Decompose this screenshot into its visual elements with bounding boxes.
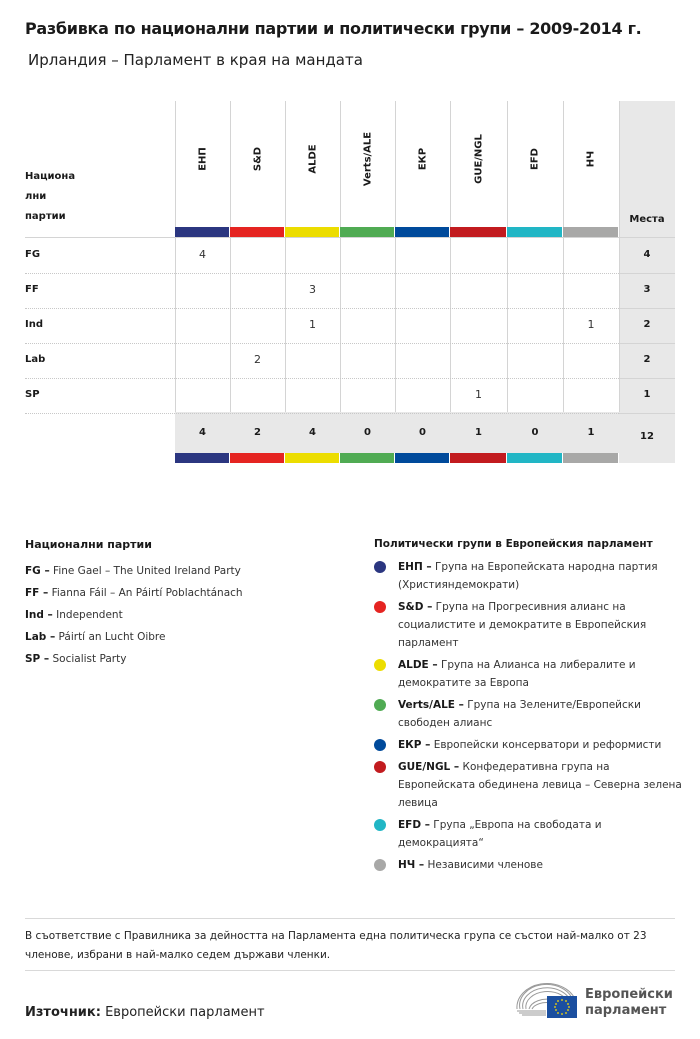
national-party-item bbox=[25, 626, 243, 648]
divider bbox=[25, 918, 675, 919]
group-color-bar bbox=[175, 453, 229, 463]
table-cell: 2 bbox=[254, 353, 261, 366]
group-color-bar bbox=[285, 227, 339, 237]
political-groups-title: Политически групи в Европейския парламент bbox=[374, 538, 653, 550]
national-parties-title: Национални партии bbox=[25, 538, 152, 551]
row-seats-total: 4 bbox=[643, 249, 651, 260]
row-divider bbox=[25, 378, 619, 379]
source-label: Източник: bbox=[25, 1005, 101, 1020]
national-party-item bbox=[25, 604, 243, 626]
row-party-label: FF bbox=[25, 284, 39, 295]
national-party-item bbox=[25, 560, 243, 582]
row-divider bbox=[25, 413, 619, 414]
group-color-bar bbox=[450, 227, 506, 237]
seats-row-divider bbox=[619, 343, 675, 344]
political-group-item bbox=[374, 856, 684, 874]
column-total: 1 bbox=[587, 427, 595, 438]
table-cell: 1 bbox=[475, 388, 482, 401]
column-total: 0 bbox=[419, 427, 426, 438]
column-header bbox=[340, 101, 395, 227]
group-name: Група на Европейската народна партия (Християндемократи) bbox=[398, 561, 658, 591]
group-abbr: GUE/NGL – bbox=[398, 761, 460, 773]
group-color-bar bbox=[507, 453, 562, 463]
political-group-item bbox=[374, 696, 684, 732]
seats-row-divider bbox=[619, 413, 675, 414]
rules-note: В съответствие с Правилника за дейността на Парламента една политическа група се състои най-малко от 23 членове, избрани в най-малко седем държави членки. bbox=[25, 930, 647, 961]
group-color-dot-icon bbox=[374, 739, 386, 751]
party-abbr: SP – bbox=[25, 653, 50, 665]
group-color-bar bbox=[230, 453, 284, 463]
political-group-item bbox=[374, 736, 684, 754]
page-title: Разбивка по национални партии и политически групи – 2009-2014 г. bbox=[25, 19, 642, 38]
row-party-label: SP bbox=[25, 389, 40, 400]
row-seats-total: 2 bbox=[643, 354, 651, 365]
group-color-bar bbox=[563, 453, 618, 463]
party-abbr: Ind – bbox=[25, 609, 53, 621]
column-total: 0 bbox=[531, 427, 539, 438]
political-group-item bbox=[374, 558, 684, 594]
column-header bbox=[230, 101, 285, 227]
group-abbr: EFD – bbox=[398, 819, 430, 831]
column-total: 4 bbox=[309, 427, 316, 438]
seats-column-background bbox=[619, 101, 675, 463]
political-group-item bbox=[374, 656, 684, 692]
group-abbr: ЕНП – bbox=[398, 561, 432, 573]
column-header-label: S&D bbox=[252, 146, 263, 172]
grand-total: 12 bbox=[640, 431, 654, 442]
table-cell: 1 bbox=[587, 318, 595, 331]
group-name: Конфедеративна група на Европейската обединена левица – Северна зелена левица bbox=[398, 761, 682, 809]
column-header bbox=[450, 101, 507, 227]
group-name: Група на Прогресивния алианс на социалистите и демократите в Европейския парламент bbox=[398, 601, 647, 649]
party-name: Socialist Party bbox=[49, 653, 127, 665]
national-party-item bbox=[25, 582, 243, 604]
parliament-hemicycle-icon bbox=[513, 981, 579, 1021]
table-cell: 1 bbox=[309, 318, 316, 331]
column-header-label: ЕКР bbox=[417, 147, 428, 171]
logo-text bbox=[585, 987, 673, 1019]
row-header-line: Национа bbox=[25, 171, 76, 182]
group-color-bar bbox=[395, 227, 449, 237]
group-abbr: ALDE – bbox=[398, 659, 438, 671]
row-party-label: FG bbox=[25, 249, 41, 260]
column-header bbox=[563, 101, 619, 227]
table-cell: 3 bbox=[309, 283, 316, 296]
group-color-dot-icon bbox=[374, 859, 386, 871]
group-color-bar bbox=[395, 453, 449, 463]
group-abbr: Verts/ALE – bbox=[398, 699, 464, 711]
european-parliament-logo bbox=[513, 981, 683, 1021]
row-header-line: лни bbox=[25, 191, 47, 202]
party-name: Fine Gael – The United Ireland Party bbox=[49, 565, 241, 577]
group-color-dot-icon bbox=[374, 699, 386, 711]
seats-row-divider bbox=[619, 378, 675, 379]
party-name: Páirtí an Lucht Oibre bbox=[55, 631, 166, 643]
page-subtitle: Ирландия – Парламент в края на мандата bbox=[28, 51, 363, 69]
political-group-item bbox=[374, 816, 684, 852]
column-header bbox=[507, 101, 563, 227]
divider bbox=[25, 970, 675, 971]
group-name: Група на Зелените/Европейски свободен алианс bbox=[398, 699, 641, 729]
group-abbr: S&D – bbox=[398, 601, 433, 613]
table-cell: 4 bbox=[199, 248, 206, 261]
column-total: 4 bbox=[199, 427, 206, 438]
political-group-item bbox=[374, 758, 684, 812]
party-name: Independent bbox=[52, 609, 123, 621]
group-name: Независими членове bbox=[424, 859, 543, 871]
seats-row-divider bbox=[619, 273, 675, 274]
column-header-label: ALDE bbox=[307, 144, 318, 174]
column-total: 0 bbox=[364, 427, 371, 438]
seats-header: Места bbox=[629, 214, 665, 225]
row-divider bbox=[25, 308, 619, 309]
group-color-bar bbox=[340, 453, 394, 463]
group-color-dot-icon bbox=[374, 819, 386, 831]
logo-text-line1: Европейски bbox=[585, 987, 673, 1002]
group-color-bar bbox=[175, 227, 229, 237]
group-name: Група „Европа на свободата и демокрацията“ bbox=[398, 819, 602, 849]
party-name: Fianna Fáil – An Páirtí Poblachtánach bbox=[48, 587, 243, 599]
row-header-label bbox=[25, 167, 95, 227]
group-color-bar bbox=[285, 453, 339, 463]
logo-text-line2: парламент bbox=[585, 1003, 667, 1018]
column-header-label: ЕНП bbox=[197, 147, 208, 171]
group-color-bar bbox=[450, 453, 506, 463]
row-divider bbox=[25, 343, 619, 344]
row-seats-total: 2 bbox=[643, 319, 651, 330]
row-header-line: партии bbox=[25, 211, 66, 222]
group-abbr: ЕКР – bbox=[398, 739, 431, 751]
national-parties-legend bbox=[25, 538, 243, 670]
group-color-dot-icon bbox=[374, 659, 386, 671]
header-divider bbox=[25, 237, 675, 238]
group-name: Група на Алианса на либералите и демократите за Европа bbox=[398, 659, 636, 689]
column-total: 2 bbox=[254, 427, 261, 438]
source-value: Европейски парламент bbox=[100, 1005, 265, 1020]
row-divider bbox=[25, 273, 619, 274]
group-name: Европейски консерватори и реформисти bbox=[430, 739, 662, 751]
group-color-dot-icon bbox=[374, 561, 386, 573]
group-color-dot-icon bbox=[374, 761, 386, 773]
group-abbr: НЧ – bbox=[398, 859, 425, 871]
column-header-label: НЧ bbox=[585, 150, 597, 168]
row-party-label: Ind bbox=[25, 319, 43, 330]
party-abbr: FF – bbox=[25, 587, 49, 599]
row-seats-total: 1 bbox=[643, 389, 651, 400]
column-header bbox=[175, 101, 230, 227]
column-header-label: Verts/ALE bbox=[362, 131, 373, 187]
party-abbr: Lab – bbox=[25, 631, 56, 643]
group-color-bar bbox=[230, 227, 284, 237]
column-header bbox=[395, 101, 450, 227]
column-header bbox=[285, 101, 340, 227]
group-color-bar bbox=[563, 227, 618, 237]
group-color-dot-icon bbox=[374, 601, 386, 613]
political-group-item bbox=[374, 598, 684, 652]
group-color-bar bbox=[340, 227, 394, 237]
political-groups-legend bbox=[374, 538, 684, 878]
group-color-bar bbox=[507, 227, 562, 237]
seats-row-divider bbox=[619, 308, 675, 309]
column-header-label: GUE/NGL bbox=[473, 134, 484, 184]
party-abbr: FG – bbox=[25, 565, 50, 577]
column-total: 1 bbox=[475, 427, 482, 438]
row-party-label: Lab bbox=[25, 354, 46, 365]
row-seats-total: 3 bbox=[643, 284, 651, 295]
source-line bbox=[25, 1005, 265, 1020]
column-header-label: EFD bbox=[529, 148, 541, 170]
national-party-item bbox=[25, 648, 243, 670]
